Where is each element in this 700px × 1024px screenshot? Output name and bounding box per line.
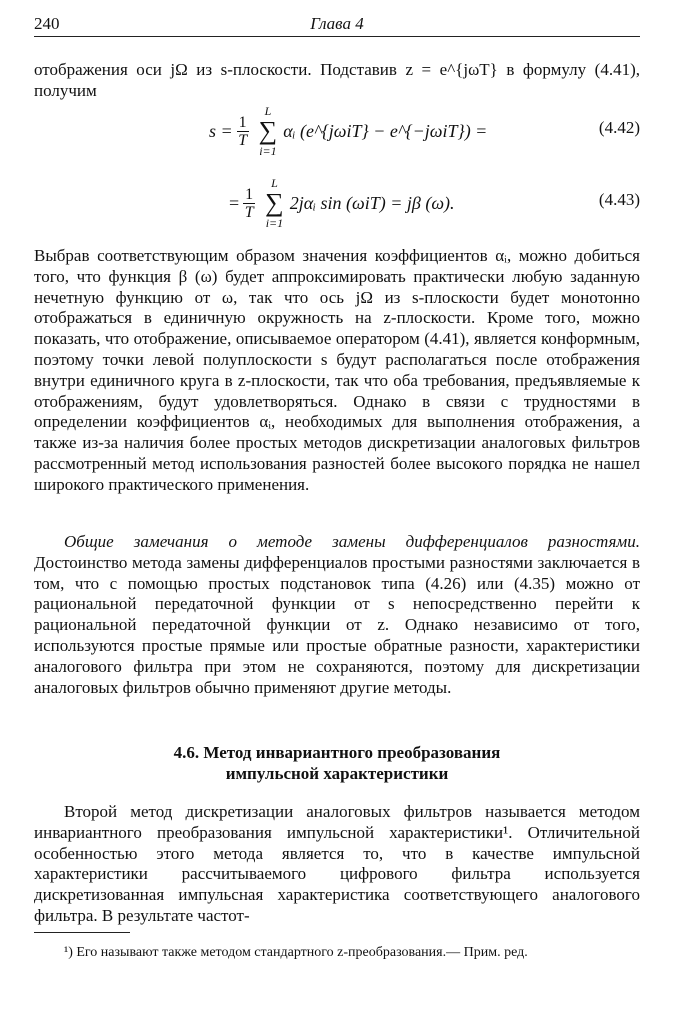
equation-4-42 [34, 104, 640, 158]
running-head [34, 14, 640, 37]
section-heading-line2: импульсной характеристики [225, 764, 449, 783]
eq43-sum-top: L [271, 176, 278, 190]
eq43-sum-bottom: i=1 [265, 216, 284, 230]
eq42-number: (4.42) [598, 118, 640, 137]
eq42-sum: L ∑ i=1 [258, 104, 278, 158]
chapter-title: Глава 4 [310, 14, 364, 33]
eq43-body: 2jαᵢ sin (ωiT) = jβ (ω). [289, 192, 455, 213]
eq43-frac-den: T [244, 203, 254, 221]
eq43-frac-num: 1 [245, 185, 254, 203]
section-heading-line1: 4.6. Метод инвариантного преобразования [173, 743, 501, 762]
eq42-fraction [237, 114, 249, 149]
general-remarks-text: Достоинство метода замены дифференциалов простыми разностями заключается в том, что с помощью простых подстановок типа (4.26) или (4.35) можно от рациональной передаточной функции от s непосредственно перейти к рациональной передаточной функции от z. Однако независимо от того, используются простые прямые или простые обратные разности, характеристики аналогового фильтра при этом не сохраняются, поэтому для дискретизации аналоговых фильтров обычно применяют другие методы. [34, 552, 640, 697]
eq42-frac-num: 1 [238, 113, 247, 131]
footnote-rule [34, 932, 130, 933]
eq43-number: (4.43) [598, 190, 640, 209]
eq42-sum-bottom: i=1 [259, 144, 277, 158]
eq42-sum-top: L [264, 104, 272, 118]
eq42-body: αᵢ (e^{jωiT} − e^{−jωiT}) = [283, 120, 488, 141]
paragraph-impulse-invariance: Второй метод дискретизации аналоговых фильтров называется методом инвариантного преобразования импульсной характеристики¹. Отличительной особенностью этого метода является то, что в качестве импульсной характеристики рассчитываемого цифрового фильтра используется дискретизованная импульсная характеристика соответствующего аналогового фильтра. В результате частот- [34, 802, 640, 925]
page-number: 240 [34, 14, 60, 33]
eq43-sum: L ∑ i=1 [265, 176, 284, 230]
general-remarks-heading: Общие замечания о методе замены дифференциалов разностями. [64, 532, 640, 551]
paragraph-coefficients: Выбрав соответствующим образом значения коэффициентов αᵢ, можно добиться того, что функция β (ω) будет аппроксимировать практически любую заданную нечетную функцию от ω, так что ось jΩ из s-плоскости будет монотонно отображаться в единичную окружность на z-плоскости. Кроме того, можно показать, что отображение, описываемое оператором (4.41), является конформным, поэтому точки левой полуплоскости s будут располагаться после отображения внутри единичного круга в z-плоскости, так что оба требования, предъявляемые к отображениям, будут удовлетворяться. Однако в связи с трудностями в определении коэффициентов αᵢ, необходимых для выполнения отображения, а также из-за наличия более простых методов дискретизации аналоговых фильтров рассмотренный метод использования разностей более высокого порядка не нашел широкого практического применения. [34, 246, 640, 494]
eq43-fraction [243, 186, 255, 221]
eq43-lhs: = [229, 192, 240, 213]
eq42-lhs: s = [209, 120, 233, 141]
section-heading-4-6 [34, 742, 640, 784]
paragraph-general-remarks [34, 532, 640, 698]
eq42-frac-den: T [238, 131, 248, 149]
equation-4-43 [34, 176, 640, 230]
footnote: ¹) Его называют также методом стандартного z-преобразования.— Прим. ред. [64, 945, 528, 960]
paragraph-intro: отображения оси jΩ из s-плоскости. Подставив z = e^{jωT} в формулу (4.41), получим [34, 60, 640, 100]
